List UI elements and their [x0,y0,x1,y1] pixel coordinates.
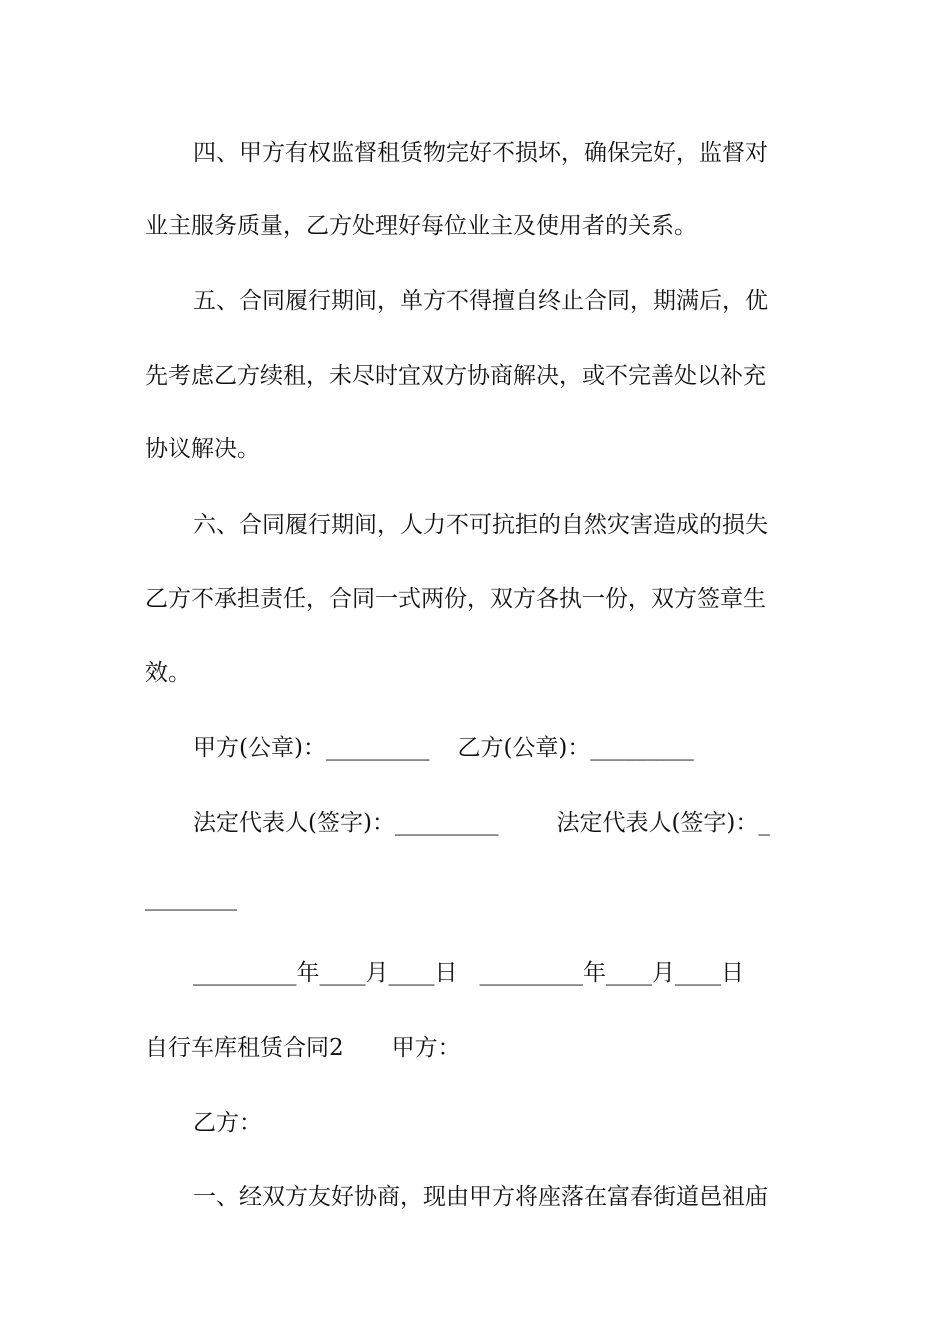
contract-2-title: 自行车库租赁合同2 [145,1035,344,1061]
contract-2-party-b: 乙方： [193,1110,262,1136]
section-4-line-2: 业主服务质量，乙方处理好每位业主及使用者的关系。 [145,213,697,239]
party-b-representative-continuation: ________ [145,885,237,911]
section-6-line-1: 六、合同履行期间，人力不可抗拒的自然灾害造成的损失 [193,512,768,538]
party-b-seal-field: 乙方(公章)：_________ [457,735,694,761]
date-row [193,958,873,988]
party-b-representative-field: 法定代表人(签字)：_ [556,810,770,836]
contract-2-clause-1-line-1: 一、经双方友好协商，现由甲方将座落在富春街道邑祖庙 [193,1184,768,1210]
contract-2-heading-row [145,1033,825,1063]
party-a-seal-field: 甲方(公章)：_________ [193,735,430,761]
section-5-line-1: 五、合同履行期间，单方不得擅自终止合同，期满后，优 [193,288,768,314]
seal-signature-row [193,733,873,763]
section-6-line-3: 效。 [145,660,191,686]
section-5-line-3: 协议解决。 [145,436,260,462]
party-a-representative-field: 法定代表人(签字)：_________ [193,810,499,836]
contract-2-party-a: 甲方： [391,1035,461,1061]
section-4-line-1: 四、甲方有权监督租赁物完好不损坏，确保完好，监督对 [193,140,768,166]
party-b-date-field: _________年____月____日 [479,960,744,986]
section-5-line-2: 先考虑乙方续租，未尽时宜双方协商解决，或不完善处以补充 [145,363,766,389]
section-6-line-2: 乙方不承担责任，合同一式两份，双方各执一份，双方签章生 [145,586,766,612]
representative-signature-row [193,808,873,838]
party-a-date-field: _________年____月____日 [193,960,458,986]
